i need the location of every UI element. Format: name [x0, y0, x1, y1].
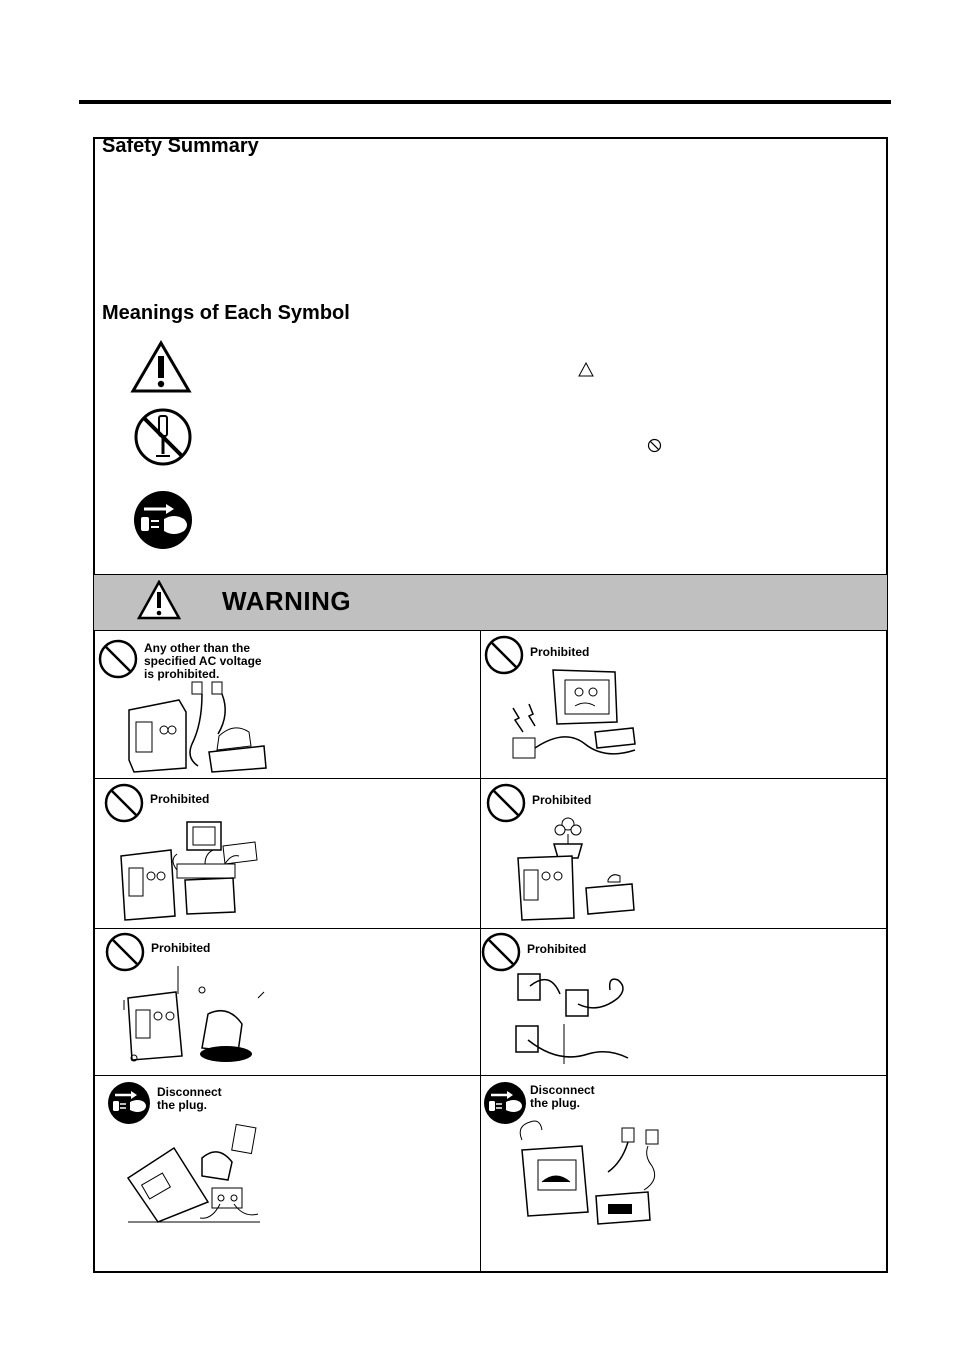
overloaded-outlet-illustration — [115, 816, 260, 924]
header-rule — [79, 100, 891, 104]
foreign-objects-illustration — [118, 964, 268, 1072]
warning-banner — [94, 574, 887, 631]
warning-label: WARNING — [222, 586, 352, 616]
grid-divider — [94, 1075, 887, 1076]
cell-caption: Prohibited — [150, 792, 210, 806]
pulling-cord-illustration — [506, 964, 638, 1070]
cell-caption: Prohibited — [532, 793, 592, 807]
cell-caption: Disconnect the plug. — [157, 1085, 222, 1112]
page-title: Safety Summary — [102, 135, 259, 157]
prohibited-icon — [97, 638, 139, 680]
cell-caption: Any other than the specified AC voltage is prohibited. — [144, 641, 262, 681]
symbols-heading: Meanings of Each Symbol — [102, 302, 350, 324]
smoking-printer-illustration — [512, 1120, 664, 1232]
cell-caption: Prohibited — [530, 645, 590, 659]
grid-divider — [94, 928, 887, 929]
liquid-container-illustration — [512, 814, 640, 922]
cell-caption: Prohibited — [527, 942, 587, 956]
fallen-printer-illustration — [124, 1118, 264, 1226]
small-caution-triangle-icon — [578, 362, 594, 377]
damaged-power-cord-illustration — [505, 664, 637, 772]
grid-divider — [94, 778, 887, 779]
cell-caption: Prohibited — [151, 941, 211, 955]
disconnect-plug-icon — [132, 489, 194, 551]
warning-triangle-icon — [137, 580, 181, 620]
no-disassembly-icon — [132, 406, 194, 468]
printer-ac-voltage-illustration — [124, 680, 270, 775]
cell-caption: Disconnect the plug. — [530, 1083, 595, 1110]
caution-triangle-icon — [130, 340, 192, 394]
small-prohibited-icon — [647, 438, 662, 453]
